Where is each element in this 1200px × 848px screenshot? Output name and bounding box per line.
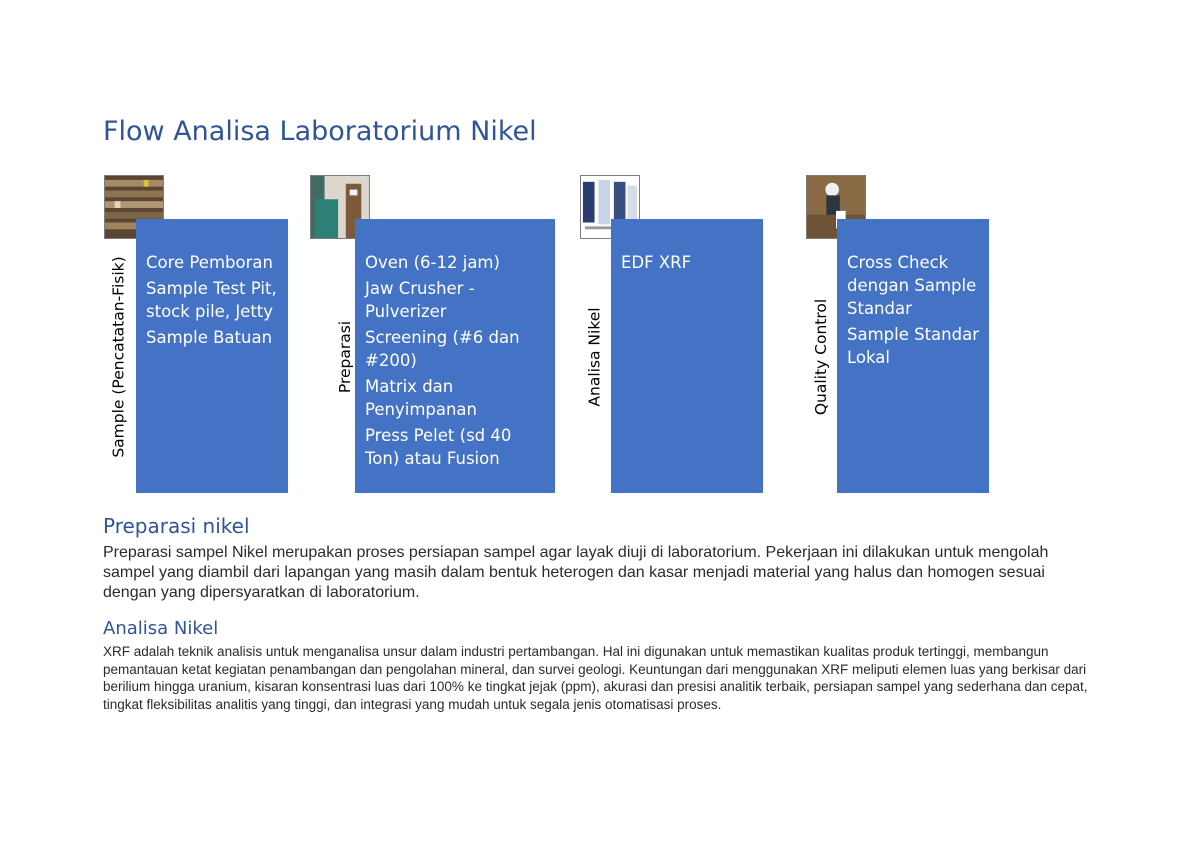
step-label: Analisa Nikel <box>586 307 604 407</box>
list-item: Cross Check dengan Sample Standar <box>847 253 977 318</box>
step-label: Sample (Pencatatan-Fisik) <box>110 256 128 458</box>
section-body: Preparasi sampel Nikel merupakan proses persiapan sampel agar layak diuji di laboratorium. Pekerjaan ini dilakukan untuk mengolah sampel yang diambil dari lapangan yang masih dalam bentuk heterogen dan kasar menjadi material yang halus dan homogen sesuai dengan yang dipersyaratkan di laboratorium. <box>103 544 1049 601</box>
page-title: Flow Analisa Laboratorium Nikel <box>103 116 537 147</box>
list-item: Press Pelet (sd 40 Ton) atau Fusion <box>365 426 512 468</box>
flow-step-sample <box>104 175 288 495</box>
list-item: Sample Batuan <box>146 328 273 347</box>
step-box <box>355 219 555 493</box>
step-box <box>136 219 288 493</box>
list-item: Oven (6-12 jam) <box>365 253 500 272</box>
list-item: Sample Test Pit, stock pile, Jetty <box>146 279 277 321</box>
list-item: Screening (#6 dan #200) <box>365 328 520 370</box>
step-label: Preparasi <box>336 320 355 394</box>
list-item: Jaw Crusher - Pulverizer <box>365 279 475 321</box>
list-item: EDF XRF <box>621 253 692 272</box>
step-label: Quality Control <box>812 298 830 416</box>
step-box <box>611 219 763 493</box>
flow-step-quality <box>806 175 989 495</box>
section-body: XRF adalah teknik analisis untuk menganalisa unsur dalam industri pertambangan. Hal ini digunakan untuk memastikan kualitas produk tertinggi, membangun pemantauan ketat kegiatan penambangan dan pengolahan mineral, dan survei geologi. Keuntungan dari menggunakan XRF meliputi elemen luas yang berkisar dari berilium hingga uranium, kisaran konsentrasi luas dari 100% ke tingkat jejak (ppm), akurasi dan presisi analitik terbaik, persiapan sampel yang sederhana dan cepat, tingkat fleksibilitas analitis yang tinggi, dan integrasi yang mudah untuk segala jenis otomatisasi proses. <box>103 644 1088 712</box>
section-heading: Preparasi nikel <box>103 514 250 538</box>
list-item: Sample Standar Lokal <box>847 325 979 367</box>
list-item: Core Pemboran <box>146 253 273 272</box>
flow-step-analisa <box>580 175 763 495</box>
list-item: Matrix dan Penyimpanan <box>365 377 478 419</box>
step-box <box>837 219 989 493</box>
section-heading: Analisa Nikel <box>103 618 219 639</box>
flow-step-preparasi <box>310 175 555 495</box>
